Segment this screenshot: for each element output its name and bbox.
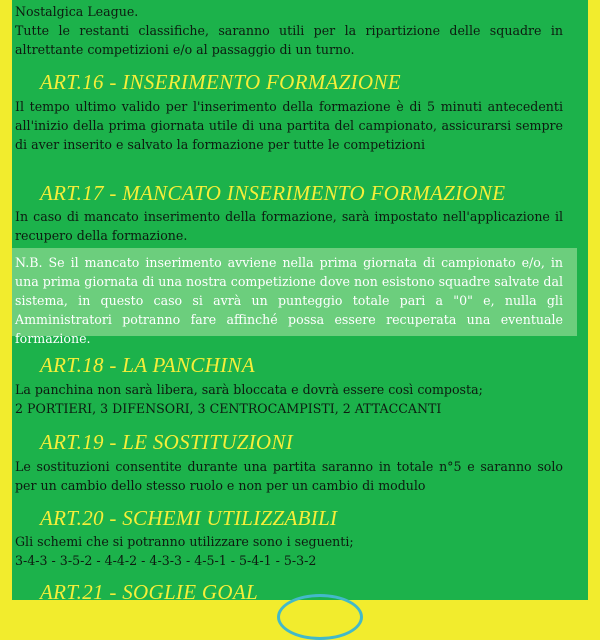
art18-line2: 2 PORTIERI, 3 DIFENSORI, 3 CENTROCAMPISTI, 2 ATTACCANTI <box>15 401 442 416</box>
art18-body <box>15 380 563 418</box>
art19-body <box>15 457 563 495</box>
intro-paragraph <box>15 2 563 59</box>
art17-text: In caso di mancato inserimento della formazione, sarà impostato nell'applicazione il recupero della formazione. <box>15 209 563 243</box>
art20-line2: 3-4-3 - 3-5-2 - 4-4-2 - 4-3-3 - 4-5-1 - 5-4-1 - 5-3-2 <box>15 553 317 568</box>
art18-heading: ART.18 - LA PANCHINA <box>40 353 255 377</box>
art20-body <box>15 532 563 570</box>
intro-line2: Tutte le restanti classifiche, saranno utili per la ripartizione delle squadre in altrettante competizioni e/o al passaggio di un turno. <box>15 23 563 57</box>
art16-heading: ART.16 - INSERIMENTO FORMAZIONE <box>40 70 401 94</box>
art20-heading: ART.20 - SCHEMI UTILIZZABILI <box>40 506 338 530</box>
art21-heading: ART.21 - SOGLIE GOAL <box>40 580 258 604</box>
art19-heading: ART.19 - LE SOSTITUZIONI <box>40 430 293 454</box>
art17-body <box>15 207 563 245</box>
art18-line1: La panchina non sarà libera, sarà bloccata e dovrà essere così composta; <box>15 382 483 397</box>
art20-line1: Gli schemi che si potranno utilizzare sono i seguenti; <box>15 534 354 549</box>
decorative-circle <box>277 594 363 640</box>
art17-note: N.B. Se il mancato inserimento avviene nella prima giornata di campionato e/o, in una prima giornata di una nostra competizione dove non esistono squadre salvate dal sistema, in questo caso si avrà un punteggio totale pari a "0" e, nulla gli Amministratori potranno fare affinché possa essere recuperata una eventuale formazione. <box>15 255 563 346</box>
art16-text: Il tempo ultimo valido per l'inserimento della formazione è di 5 minuti antecedenti all'inizio della prima giornata utile di una partita del campionato, assicurarsi sempre di aver inserito e salvato la formazione per tutte le competizioni <box>15 99 563 152</box>
intro-line1: Nostalgica League. <box>15 4 139 19</box>
art17-heading: ART.17 - MANCATO INSERIMENTO FORMAZIONE <box>40 181 506 205</box>
art16-body <box>15 97 563 154</box>
art19-text: Le sostituzioni consentite durante una partita saranno in totale n°5 e saranno solo per un cambio dello stesso ruolo e non per un cambio di modulo <box>15 459 563 493</box>
